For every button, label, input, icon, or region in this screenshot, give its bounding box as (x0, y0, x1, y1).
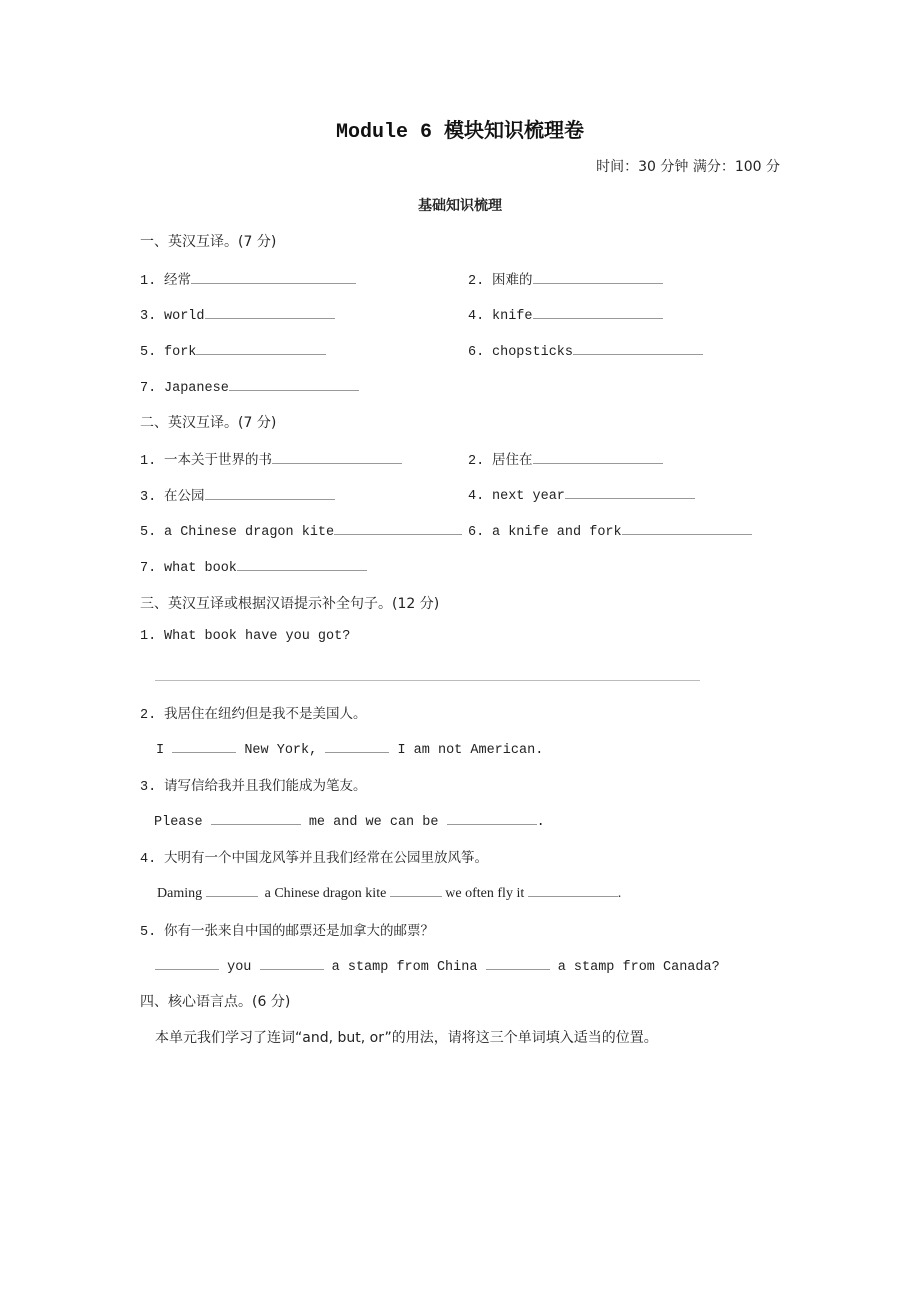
answer-blank[interactable] (206, 882, 258, 897)
item-text: a knife and fork (492, 525, 622, 540)
s3-q4-sentence (157, 882, 621, 902)
answer-blank[interactable] (533, 449, 663, 464)
answer-blank[interactable] (573, 340, 703, 355)
answer-blank[interactable] (205, 485, 335, 500)
section3-heading: 三、英汉互译或根据汉语提示补全句子。(12 分) (140, 596, 440, 612)
s3-q1 (140, 629, 350, 644)
s2-item-7 (140, 556, 367, 576)
item-number: 3. (140, 309, 157, 324)
answer-blank[interactable] (533, 304, 663, 319)
sentence-part: Please (154, 815, 203, 830)
question-text: 请写信给我并且我们能成为笔友。 (164, 778, 367, 794)
section4-heading: 四、核心语言点。(6 分) (140, 994, 291, 1010)
sentence-part: . (617, 886, 622, 901)
item-text: 困难的 (492, 272, 533, 288)
answer-blank[interactable] (196, 340, 326, 355)
item-number: 2. (468, 454, 485, 469)
time-and-score: 时间：30 分钟 满分：100 分 (596, 159, 780, 175)
s1-item-6 (468, 340, 703, 360)
s2-item-2 (468, 448, 663, 469)
s3-q3 (140, 774, 367, 795)
item-number: 1. (140, 454, 157, 469)
sentence-part: a stamp from Canada? (557, 960, 720, 975)
s1-item-3 (140, 304, 335, 324)
item-text: next year (492, 489, 565, 504)
item-number: 7. (140, 381, 157, 396)
item-number: 6. (468, 525, 485, 540)
answer-blank[interactable] (486, 955, 550, 970)
item-number: 5. (140, 525, 157, 540)
answer-blank[interactable] (334, 520, 462, 535)
s2-item-5 (140, 520, 462, 540)
item-text: chopsticks (492, 345, 574, 360)
question-text: What book have you got? (164, 629, 351, 644)
item-number: 2. (468, 274, 485, 289)
s2-item-1 (140, 448, 402, 469)
page-title (0, 114, 920, 144)
sentence-part: a Chinese dragon kite (264, 886, 387, 901)
answer-blank[interactable] (528, 882, 618, 897)
s3-q5 (140, 919, 434, 940)
answer-blank[interactable] (390, 882, 442, 897)
item-number: 1. (140, 274, 157, 289)
item-number: 6. (468, 345, 485, 360)
item-number: 4. (140, 852, 157, 867)
item-number: 4. (468, 309, 485, 324)
item-text: fork (164, 345, 197, 360)
item-text: a Chinese dragon kite (164, 525, 335, 540)
answer-blank[interactable] (191, 269, 356, 284)
sentence-part: you (227, 960, 252, 975)
s1-item-2 (468, 268, 663, 289)
section2-heading: 二、英汉互译。(7 分) (140, 415, 277, 431)
answer-blank[interactable] (447, 810, 537, 825)
item-number: 4. (468, 489, 485, 504)
item-number: 3. (140, 780, 157, 795)
answer-blank[interactable] (229, 376, 359, 391)
answer-blank[interactable] (172, 738, 236, 753)
section4-instruction: 本单元我们学习了连词“and, but, or”的用法，请将这三个单词填入适当的位置。 (155, 1030, 658, 1046)
question-text: 我居住在纽约但是我不是美国人。 (164, 706, 367, 722)
title-chinese: 模块知识梳理卷 (444, 118, 585, 142)
sentence-part: a stamp from China (331, 960, 478, 975)
sentence-part: me and we can be (308, 815, 439, 830)
s1-item-4 (468, 304, 663, 324)
section-subtitle: 基础知识梳理 (418, 198, 502, 214)
answer-line[interactable] (155, 680, 700, 681)
section1-heading: 一、英汉互译。(7 分) (140, 234, 277, 250)
s3-q2 (140, 702, 367, 723)
s3-q4 (140, 846, 488, 867)
s3-q5-sentence (155, 955, 720, 975)
s1-item-7 (140, 376, 359, 396)
s1-item-5 (140, 340, 326, 360)
question-text: 大明有一个中国龙风筝并且我们经常在公园里放风筝。 (164, 850, 488, 866)
title-english: Module 6 (335, 121, 432, 144)
answer-blank[interactable] (211, 810, 301, 825)
s3-q2-sentence (156, 738, 543, 758)
item-number: 5. (140, 925, 157, 940)
s1-item-1 (140, 268, 356, 289)
sentence-part: Daming (157, 886, 203, 901)
s2-item-6 (468, 520, 752, 540)
item-text: what book (164, 561, 237, 576)
s2-item-4 (468, 484, 695, 504)
item-text: 在公园 (164, 488, 205, 504)
item-text: 居住在 (492, 452, 533, 468)
item-number: 7. (140, 561, 157, 576)
answer-blank[interactable] (272, 449, 402, 464)
answer-blank[interactable] (155, 955, 219, 970)
answer-blank[interactable] (205, 304, 335, 319)
item-text: world (164, 309, 205, 324)
item-text: Japanese (164, 381, 229, 396)
item-text: 经常 (164, 272, 191, 288)
answer-blank[interactable] (622, 520, 752, 535)
answer-blank[interactable] (260, 955, 324, 970)
sentence-part: New York, (244, 743, 318, 758)
item-text: 一本关于世界的书 (164, 452, 272, 468)
answer-blank[interactable] (565, 484, 695, 499)
sentence-part: we often fly it (445, 886, 525, 901)
sentence-part: I (156, 743, 165, 758)
item-number: 5. (140, 345, 157, 360)
sentence-part: I am not American. (397, 743, 544, 758)
answer-blank[interactable] (325, 738, 389, 753)
item-number: 1. (140, 629, 157, 644)
answer-blank[interactable] (533, 269, 663, 284)
s2-item-3 (140, 484, 335, 505)
item-number: 3. (140, 490, 157, 505)
s3-q3-sentence (154, 810, 545, 830)
answer-blank[interactable] (237, 556, 367, 571)
question-text: 你有一张来自中国的邮票还是加拿大的邮票？ (164, 923, 434, 939)
sentence-part: . (536, 815, 545, 830)
item-number: 2. (140, 708, 157, 723)
item-text: knife (492, 309, 533, 324)
